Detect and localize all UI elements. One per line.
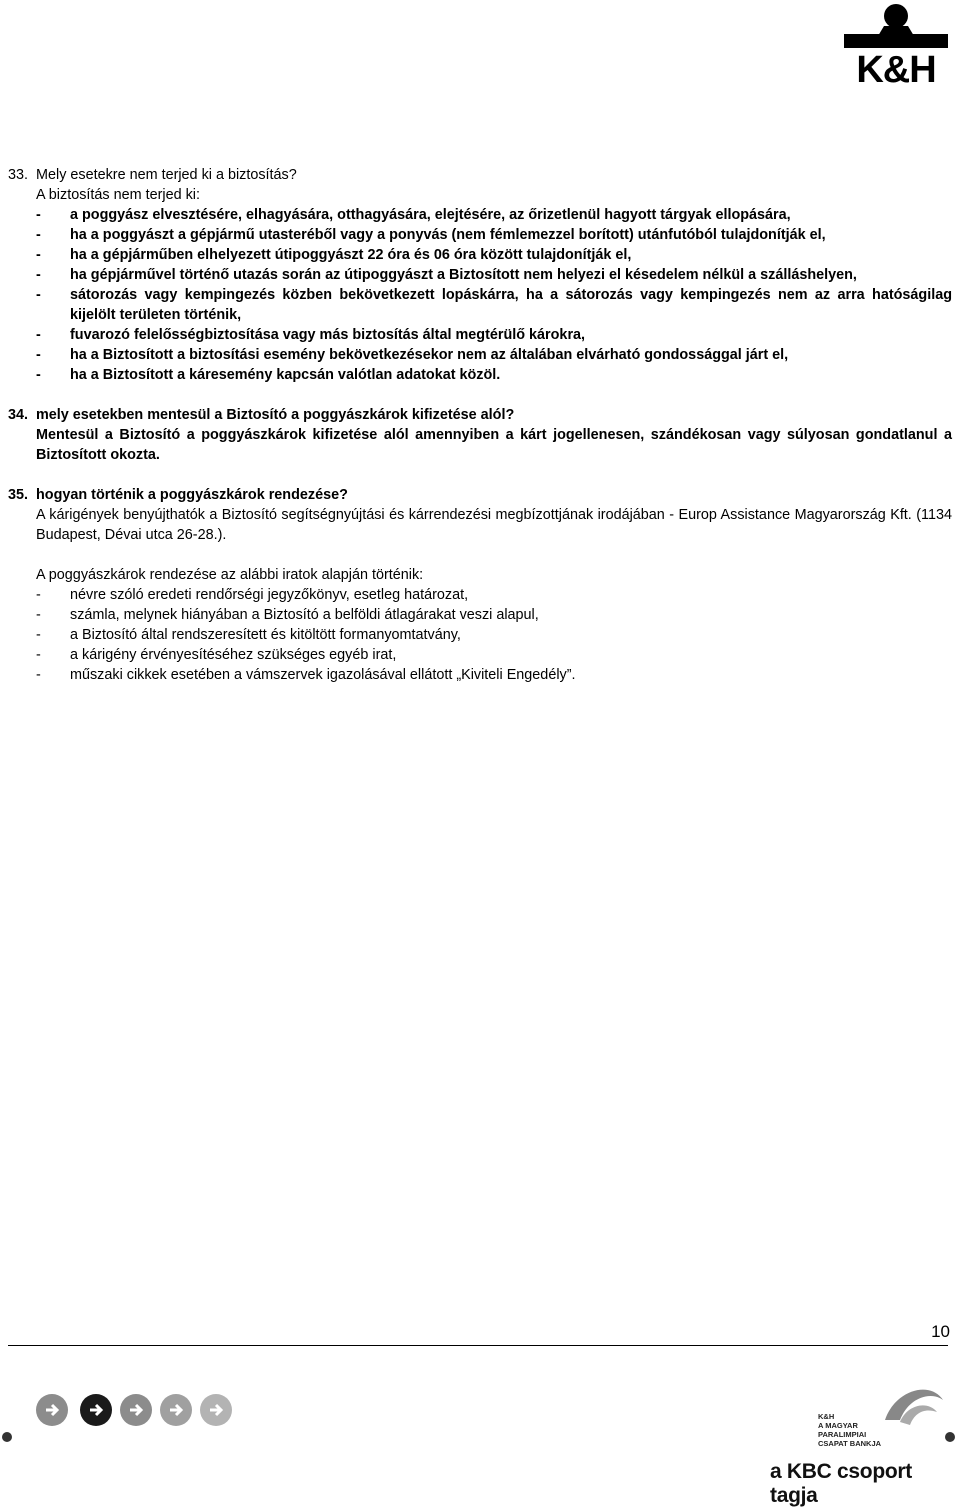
bullet-arrow-icon xyxy=(945,1432,955,1442)
list-item: - fuvarozó felelősségbiztosítása vagy más biztosítás által megtérülő károkra, xyxy=(36,327,586,343)
list-item: - ha a poggyászt a gépjármű utasteréből vagy a ponyvás (nem fémlemezzel borított) utánfutóból tulajdonítják el, xyxy=(36,227,826,243)
section-35-answer: A kárigények benyújthatók a Biztosító segítségnyújtási és kárrendezési megbízottjának irodájában - Europ Assistance Magyarország Kft. (1134 Budapest, Dévai utca 26-28.). xyxy=(36,507,952,543)
arrow-right-icon[interactable] xyxy=(160,1394,192,1426)
section-34-heading xyxy=(8,405,952,425)
section-34-answer: Mentesül a Biztosító a poggyászkárok kifizetése alól amennyiben a kárt jogellenesen, szándékosan vagy súlyosan gondatlanul a Biztosított okozta. xyxy=(36,427,952,463)
list-item: - műszaki cikkek esetében a vámszervek igazolásával ellátott „Kiviteli Engedély”. xyxy=(36,667,576,683)
list-item: - ha a Biztosított a káresemény kapcsán valótlan adatokat közöl. xyxy=(36,367,501,383)
list-item: - ha a gépjárműben elhelyezett útipoggyászt 22 óra és 06 óra között tulajdonítják el, xyxy=(36,247,632,263)
kh-logo-text: K&H xyxy=(856,49,936,91)
section-number: 33. xyxy=(8,167,29,183)
bullet-arrow-icon xyxy=(2,1432,12,1442)
arrow-right-icon[interactable] xyxy=(200,1394,232,1426)
list-item: - a poggyász elvesztésére, elhagyására, otthagyására, elejtésére, az őrizetlenül hagyott tárgyak ellopására, xyxy=(36,207,791,223)
section-number: 35. xyxy=(8,487,29,503)
list-item: - ha gépjárművel történő utazás során az útipoggyászt a Biztosított nem helyezi el késedelem nélkül a szálláshelyen, xyxy=(36,267,857,283)
list-item: - névre szóló eredeti rendőrségi jegyzőkönyv, esetleg határozat, xyxy=(36,587,469,603)
list-item: - a Biztosító által rendszeresített és kitöltött formanyomtatvány, xyxy=(36,627,461,643)
section-title: Mely esetekre nem terjed ki a biztosítás? xyxy=(36,167,297,183)
section-number: 34. xyxy=(8,407,29,423)
document-body xyxy=(8,165,952,685)
arrow-right-icon[interactable] xyxy=(120,1394,152,1426)
section-35-list xyxy=(8,585,952,685)
section-33-intro: A biztosítás nem terjed ki: xyxy=(36,187,200,203)
section-35-list-intro: A poggyászkárok rendezése az alábbi iratok alapján történik: xyxy=(36,567,424,583)
kbc-group-tagline: a KBC csoport tagja xyxy=(770,1460,912,1507)
list-item: - számla, melynek hiányában a Biztosító a belföldi átlagárakat veszi alapul, xyxy=(36,607,539,623)
page-number: 10 xyxy=(931,1322,950,1341)
arrow-right-icon[interactable] xyxy=(80,1394,112,1426)
arrow-right-icon[interactable] xyxy=(36,1394,68,1426)
list-item: - sátorozás vagy kempingezés közben bekövetkezett lopáskárra, ha a sátorozás vagy kempingezés nem az arra hatóságilag kijelölt területen történik, xyxy=(36,287,952,323)
section-title: mely esetekben mentesül a Biztosító a poggyászkárok kifizetése alól? xyxy=(36,407,515,423)
section-33-heading xyxy=(8,165,952,185)
footer-divider xyxy=(8,1345,948,1346)
kh-logo xyxy=(838,2,954,90)
paralympic-text: K&H A MAGYAR PARALIMPIAI CSAPAT BANKJA xyxy=(818,1412,882,1448)
list-item: - ha a Biztosított a biztosítási esemény bekövetkezésekor nem az általában elvárható gondossággal járt el, xyxy=(36,347,789,363)
section-title: hogyan történik a poggyászkárok rendezése? xyxy=(36,487,348,503)
section-35-heading xyxy=(8,485,952,505)
kh-logo-mark xyxy=(838,2,954,52)
list-item: - a kárigény érvényesítéséhez szükséges egyéb irat, xyxy=(36,647,397,663)
footer-navigation xyxy=(0,1390,240,1450)
section-33-list xyxy=(8,205,952,385)
